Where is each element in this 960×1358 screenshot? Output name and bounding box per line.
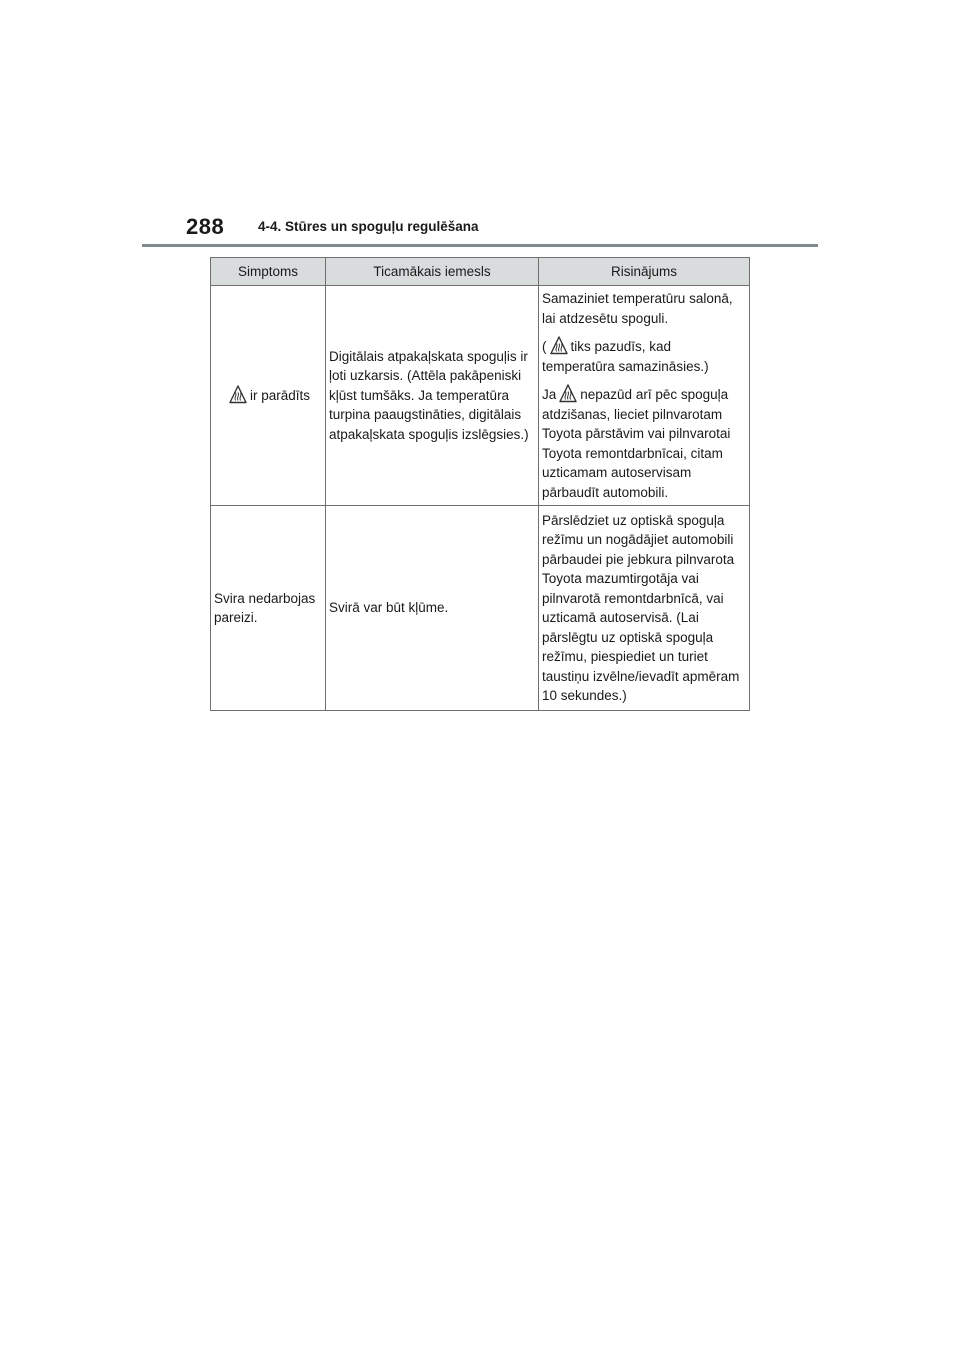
high-temperature-warning-icon xyxy=(550,336,568,355)
solution-paragraph xyxy=(542,384,746,502)
page-number: 288 xyxy=(186,214,225,239)
header-symptom: Simptoms xyxy=(211,258,326,286)
high-temperature-warning-icon xyxy=(229,385,247,404)
solution-paragraph: Samaziniet temperatūru salonā, lai atdzesētu spoguli. xyxy=(542,291,733,326)
solution-paragraph xyxy=(542,336,746,376)
solution-text: nepazūd arī pēc spoguļa atdzišanas, lieciet pilnvarotam Toyota pārstāvim vai pilnvarotai Toyota remontdarbnīcai, citam uzticamam autoservisam pārbaudīt automobili. xyxy=(542,387,731,500)
solution-text: tiks pazudīs, kad temperatūra samazināsies.) xyxy=(542,339,709,374)
solution-cell xyxy=(539,506,750,711)
header-rule xyxy=(142,244,818,247)
symptom-text: Svira nedarbojas pareizi. xyxy=(214,590,316,625)
troubleshooting-table xyxy=(210,257,750,711)
solution-cell xyxy=(539,286,750,506)
cause-cell xyxy=(326,286,539,506)
symptom-text: ir parādīts xyxy=(249,388,311,404)
table-row xyxy=(211,286,750,506)
cause-text: Svirā var būt kļūme. xyxy=(329,600,449,616)
solution-text: Ja xyxy=(542,387,557,402)
cause-text: Digitālais atpakaļskata spoguļis ir ļoti uzkarsis. (Attēla pakāpeniski kļūst tumšāks. Ja temperatūra turpina paaugstināties, digitālais atpakaļskata spoguļis izslēgsies.) xyxy=(329,348,529,442)
solution-text: ( xyxy=(542,339,547,354)
high-temperature-warning-icon xyxy=(559,384,577,403)
header-solution: Risinājums xyxy=(539,258,750,286)
table-header-row xyxy=(211,258,750,286)
section-title: 4-4. Stūres un spoguļu regulēšana xyxy=(258,219,479,234)
cause-cell xyxy=(326,506,539,711)
symptom-cell xyxy=(211,286,326,506)
symptom-cell xyxy=(211,506,326,711)
solution-text: Pārslēdziet uz optiskā spoguļa režīmu un nogādājiet automobili pārbaudei pie jebkura pilnvarota Toyota mazumtirgotāja vai pilnvarotā remontdarbnīcā, vai uzticamā autoservisā. (Lai pārslēgtu uz optiskā spoguļa režīmu, piespiediet un turiet taustiņu izvēlne/ievadīt apmēram 10 sekundes.) xyxy=(542,512,740,703)
header-cause: Ticamākais iemesls xyxy=(326,258,539,286)
table-row xyxy=(211,506,750,711)
